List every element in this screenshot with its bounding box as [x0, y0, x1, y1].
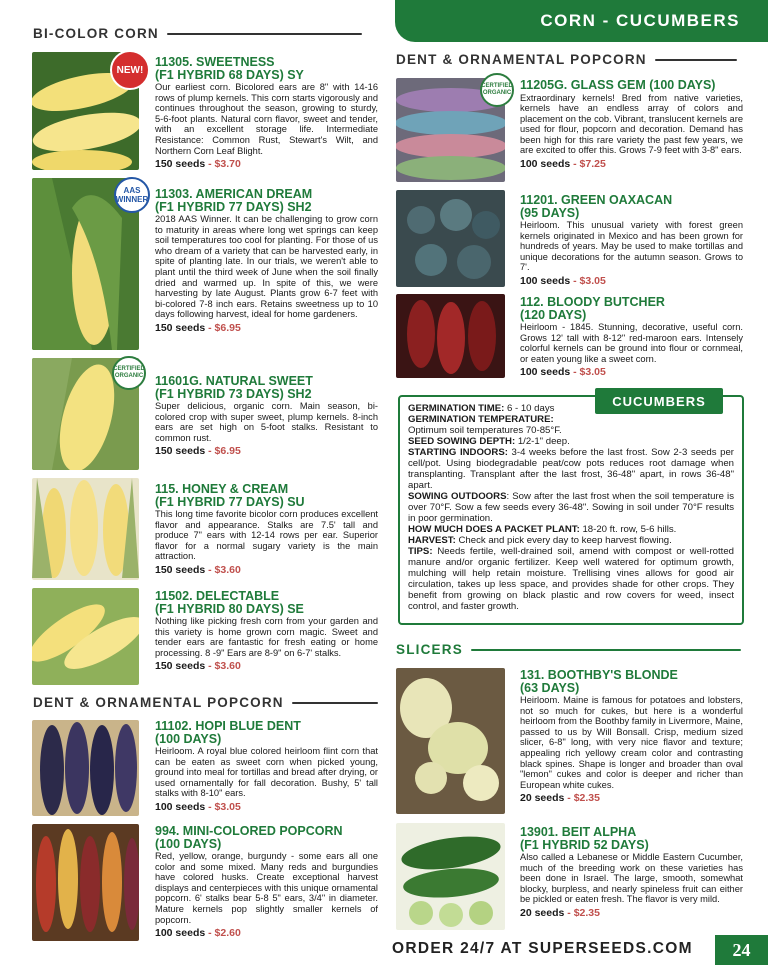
product-subtitle: (95 DAYS) [520, 205, 580, 220]
product-title: 112. BLOODY BUTCHER [520, 295, 665, 309]
product-honey-cream [155, 483, 378, 576]
product-subtitle: (63 DAYS) [520, 680, 580, 695]
product-title: 131. BOOTHBY'S BLONDE [520, 668, 678, 682]
section-header-slicers: SLICERS [396, 642, 741, 657]
product-price: 100 seeds - $2.60 [155, 927, 241, 940]
product-sweetness [155, 56, 378, 170]
product-price: 100 seeds - $3.05 [520, 366, 606, 379]
section-header-dent-right: DENT & ORNAMENTAL POPCORN [396, 52, 737, 67]
product-subtitle: (120 DAYS) [520, 307, 587, 322]
product-description: Also called a Lebanese or Middle Eastern Cucumber, much of the breeding work on these varieties has been done in Israel. The large, smooth, somewhat blocky, burpless, and nearly spineless fruit can either be pickled or eaten fresh. The flavor is very mild. [520, 852, 743, 905]
product-hopi-blue [155, 720, 378, 813]
product-subtitle: (100 DAYS) [155, 836, 222, 851]
product-title: 13901. BEIT ALPHA [520, 825, 637, 839]
product-description: Nothing like picking fresh corn from your garden and this variety is home grown corn magic. Sweet and tender ears are fantastic for fresh eating or home processing. 8 -9" Ears are 8-9" on 6-7' stalks. [155, 616, 378, 658]
section-rule [655, 59, 737, 61]
product-subtitle: (100 DAYS) [155, 731, 222, 746]
product-price: 150 seeds - $3.70 [155, 158, 241, 171]
product-subtitle: (F1 HYBRID 52 DAYS) [520, 837, 649, 852]
product-title: 11303. AMERICAN DREAM [155, 187, 313, 201]
banner-title: CORN - CUCUMBERS [540, 11, 740, 30]
product-boothbys-blonde [520, 669, 743, 804]
product-price: 100 seeds - $3.05 [520, 274, 606, 287]
section-rule [292, 702, 378, 704]
product-title: 115. HONEY & CREAM [155, 482, 289, 496]
product-subtitle: (F1 HYBRID 73 DAYS) SH2 [155, 386, 312, 401]
product-natural-sweet [155, 375, 378, 457]
product-mini-colored-popcorn [155, 825, 378, 939]
order-online-link[interactable]: ORDER 24/7 AT SUPERSEEDS.COM [392, 940, 693, 957]
section-rule [471, 649, 741, 651]
new-badge: NEW! [110, 50, 150, 90]
product-subtitle: (F1 HYBRID 77 DAYS) SU [155, 494, 305, 509]
product-title: 11502. DELECTABLE [155, 589, 280, 603]
product-green-oaxacan [520, 194, 743, 287]
product-beit-alpha [520, 826, 743, 919]
product-price: 20 seeds - $2.35 [520, 906, 600, 919]
product-title: 11305. SWEETNESS [155, 55, 275, 69]
organic-badge: CERTIFIED ORGANIC [480, 73, 514, 107]
organic-badge: CERTIFIED ORGANIC [112, 356, 146, 390]
honey-cream-corn-photo [32, 478, 139, 580]
section-header-bicolor: BI-COLOR CORN [33, 26, 362, 41]
page-number: 24 [715, 935, 768, 965]
product-price: 150 seeds - $6.95 [155, 445, 241, 458]
green-oaxacan-corn-photo [396, 190, 505, 287]
product-title: 11201. GREEN OAXACAN [520, 193, 673, 207]
mini-colored-popcorn-photo [32, 824, 139, 941]
product-price: 100 seeds - $3.05 [155, 800, 241, 813]
cucumbers-tab: CUCUMBERS [595, 388, 723, 414]
cucumbers-growing-info: GERMINATION TIME: 6 - 10 days GERMINATION TEMPERATURE: Optimum soil temperatures 70-85°F. SEED SOWING DEPTH: 1/2-1" deep. STARTING INDOORS: 3-4 weeks before the last frost. Sow 2-3 seeds per cell/pot. Using biodegradable peat/cow pots reduces root damage when transplanting. Transplant after the last frost, 36-48" apart, in rows 36-48" apart. SOWING OUTDOORS: Sow after the last frost when the soil temperature is over 70°F. Sow a few seeds every 36-48". Sowing in soil under 70°F results in poor germination. HOW MUCH DOES A PACKET PLANT: 18-20 ft. row, 5-6 hills. HARVEST: Check and pick every day to keep harvest flowing. TIPS: Needs fertile, well-drained soil, amend with compost or well-rotted manure and/or organic fertilizer. Keep well watered for optimum growth, mulching will help retain moisture. Trellising vines allows for good air circulation, takes up less space, and provides shade for other crops. They benefit from growing on black plastic and row covers for weed, insect control, and faster growth. [398, 395, 744, 625]
product-description: Heirloom. This unusual variety with forest green kernels originated in Mexico and has been grown for hundreds of years. May be used to make tortillas and unique decorations for the autumn season. Grows to 7'. [520, 220, 743, 273]
section-rule [167, 33, 362, 35]
product-title: 11601G. NATURAL SWEET [155, 374, 313, 388]
section-banner [395, 0, 768, 42]
product-price: 150 seeds - $3.60 [155, 563, 241, 576]
product-price: 20 seeds - $2.35 [520, 792, 600, 805]
product-american-dream [155, 188, 378, 334]
product-price: 150 seeds - $3.60 [155, 660, 241, 673]
product-price: 100 seeds - $7.25 [520, 158, 606, 171]
boothbys-blonde-cucumber-photo [396, 668, 505, 814]
product-description: Heirloom - 1845. Stunning, decorative, useful corn. Grows 12' tall with 8-12" red-maroon ears. Intensely colorful kernels can be ground into flour or cornmeal, or eaten young like a sweet corn. [520, 322, 743, 364]
product-description: This long time favorite bicolor corn produces excellent flavor and appearance. Stalks are 7.5' tall and produce 7" ears with 12-14 rows per ear. Superior flavor for a normal sugary variety is the main attraction. [155, 509, 378, 562]
product-title: 11102. HOPI BLUE DENT [155, 719, 301, 733]
product-price: 150 seeds - $6.95 [155, 321, 241, 334]
bloody-butcher-corn-photo [396, 294, 505, 378]
product-description: Extraordinary kernels! Bred from native varieties, kernels have an endless array of colors and placement on the cob. Vibrant, translucent kernels are used for flour, popcorn and decoration. Demand has been high for this rare variety the past few years, we are excited to offer this. Grows 7-9 feet with 3-8" ears. [520, 92, 743, 156]
product-title: 11205G. GLASS GEM (100 DAYS) [520, 78, 716, 92]
product-subtitle: (F1 HYBRID 68 DAYS) SY [155, 67, 304, 82]
product-description: Our earliest corn. Bicolored ears are 8" with 14-16 rows of plump kernels. This corn starts vigorously and continues throughout the season, growing to sturdy, 5-6-foot plants. Natural corn flavor, sweet and tender, with an excellent storage life. Intermediate Resistance: Common Rust, Stewart's Wilt, and Northern Corn Leaf Blight. [155, 82, 378, 156]
beit-alpha-cucumber-photo [396, 823, 505, 930]
product-description: Heirloom. A royal blue colored heirloom flint corn that can be eaten as sweet corn when picked young, ground into meal for tortillas and bread after drying, or used ornamentally for fall decoration. Bushy, 5' tall stalks with 8-10" ears. [155, 746, 378, 799]
hopi-blue-corn-photo [32, 720, 139, 816]
product-glass-gem [520, 79, 743, 170]
product-description: Heirloom. Maine is famous for potatoes and lobsters, not so much for cukes, but here is a wonderful heirloom from the Boothby family in Livermore, Maine, passed to us by Will Bonsall. Crisp, medium sized slicer, 6-8" long, with very nice flavor and texture; appealing rich yellowy cream color and contrasting black spines. Shape is longer and broader than oval "lemon" cukes and color is deeper and richer than European white cukes. [520, 695, 743, 790]
product-delectable [155, 590, 378, 672]
product-bloody-butcher [520, 296, 743, 378]
product-subtitle: (F1 HYBRID 77 DAYS) SH2 [155, 199, 312, 214]
product-description: Red, yellow, orange, burgundy - some ears all one color and some mixed. Many reds and burgundies have colored husks. Create exceptional harvest displays and centerpieces with this unique ornamental popcorn. 6' stalks bear 5-8 5" ears, 3/4" in diameter. Mature kernels pop slightly smaller kernels of popcorn. [155, 851, 378, 925]
delectable-corn-photo [32, 588, 139, 685]
aas-winner-badge: AAS WINNER [114, 177, 150, 213]
product-description: Super delicious, organic corn. Main season, bi-colored crop with super sweet, plump kernels. 8-inch ears are set high on 5-foot stalks. Resistant to common rust. [155, 401, 378, 443]
section-header-dent-left: DENT & ORNAMENTAL POPCORN [33, 695, 378, 710]
product-title: 994. MINI-COLORED POPCORN [155, 824, 343, 838]
product-description: 2018 AAS Winner. It can be challenging to grow corn to maturity in areas where long wet springs can keep soil temperatures too cool for planting. For those of us who dream of a variety that can be harvested early, in spite of planting late. In our trials, we weren't able to plant until the third week of June when the soil finally dried and warmed up. In spite of this, we were harvesting by late August. Plants grow 6-7 feet with bi-colored 7-8 inch ears. Retains sweetness up to 10 days following harvest, ideal for home gardeners. [155, 214, 378, 320]
product-subtitle: (F1 HYBRID 80 DAYS) SE [155, 601, 304, 616]
